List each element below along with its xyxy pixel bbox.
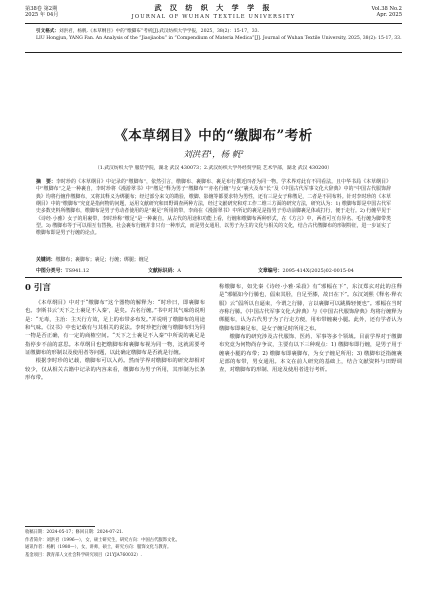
citation-rule (25, 52, 402, 53)
journal-name-en: JOURNAL OF WUHAN TEXTILE UNIVERSITY (131, 14, 296, 20)
abstract (36, 179, 391, 238)
abstract-text: 李时珍的《本草纲目》中记录的“缴脚布”，依然引言，缴脚布、裹脚布、裹足布行撰近四者为同一物。学术界对此有不同看法。且中华书局《本草纲目》中“缴脚布”之是一种裹自，李时珍将《漫游翠书》中“缴足”释为男子“缴脚布”“亦名行缠”与女“裹大及布“长”及《中国古代军事文化大辞典》中的“中国古代服饰辞典》均将行缠作缴脚布，又将其释义为绑腿布；经过部分来文的勘验，缴脚、影缠等都要求特为男性，还有三是女子称缴足，二者是不同布料。针对李时珍的《本草纲目》中的“缴脚布”究竟是指何物的问题，运用文献研究和田野调查两种方法，经过文献研究和对工作二维三方面的研究方法，研究认为：1) 缴脚布即是中国古代军史多数史料所缴脚布，缴脚布是男子劳动者使用的是“裹足”所用的带，李商在《漫游翠书》中所记的裹足是指男子劳动前脚裹足体或打行，便于走行。2) 行缠早见于《诗经·小雅》女子的用裹带，李时珍称“缴足”是一种裹自。从古代的用途和功能上看，行缠和缴脚布两种形式，在《方言》中，两者可互有异名、毛行缠为脚带类型。3) 缴脚布等于可以相互有替换。社会裹布行缠并非只有一种形式，而是男女通用，以男子为主的文化与相关的文化，结合古代缴脚布的形制特征，进一步证实了缴脚布即是男子行缠的论点。 (36, 179, 391, 237)
article-id (258, 268, 354, 275)
footnote-author: 作者简介：刘洪君（1996—），女，硕士研究生，研究方向：中国古代服饰文化。 (25, 537, 180, 543)
journal-name-cn: 武 汉 纺 织 大 学 学 报 (154, 3, 273, 12)
meta-rule (25, 277, 402, 278)
right-paragraph-1: 称缴脚布，如先秦《诗经·小雅·采菽》有“邪幅在下”，东汉郑玄对此的注释是“邪幅如今行縢也，偪束其胫，自足至膝，故曰在下”。东汉刘熙《释名·释衣服》云“偪所以自逼束，今谓之行縢，言以裹脚可以跳腾轻便也”。邪幅在当时亦称行縢。《中国古代军事文化大辞典》与《中国古代服饰辞典》均将行缠释为绑腿布，认为古代男子为了行走方便，用布带缠裹小腿。此外，还有学者认为缴脚布即裹足布，是女子缠足时所用之布。 (219, 284, 402, 332)
citation-cn: 刘洪君，杨帆.《本草纲目》中的“缴脚布”考析[J].武汉纺织大学学报，2025，38(2)：15-17，33. (58, 29, 260, 34)
article-id-value: 2095-414X(2025)02-0015-04 (282, 268, 354, 274)
intro-paragraph-2: 根据李时珍的记载，缴脚布可以入药。然而学界对缴脚布的研究却相对较少，仅从相关古籍中记录的内容来看，缴脚布为男子所用，其形制为长条形布带。 (25, 358, 205, 382)
right-paragraph-2: 缴脚布的研究涉及古代服饰、医药、军事等多个领域。目前学界对于缴脚布究竟为何物尚存争议，主要有以下三种观点：1) 缴脚布即行缠，是男子用于缠裹小腿的布带；2) 缴脚布即裹脚布，为女子缠足所用；3) 缴脚布泛指缠裹足部的布带，男女通用。本文在前人研究的基础上，结合文献资料与田野调查，对缴脚布的形制、用途及使用者进行考析。 (219, 334, 402, 374)
clc-number (36, 268, 89, 275)
paper-title: 《本草纲目》中的“缴脚布”考析 (114, 128, 313, 144)
footnote-received: 收稿日期：2024-05-17；修回日期：2024-07-21. (25, 530, 124, 535)
doc-value: A (177, 268, 181, 274)
section-heading-intro: 0 引言 (25, 283, 51, 293)
header-volume-en (372, 6, 402, 18)
header-volume-issue: 第38卷 第2期 (25, 6, 58, 12)
header-date-cn: 2025 年 04月 (25, 12, 59, 18)
intro-paragraph-1: 《本草纲目》中对于“缴脚布”这个器物的解释为：“时珍曰，即裹脚布也。李斯书云‘天下之士裹足不入秦’，是矣。古名行缠。”书中对其气味的说明是：“无毒，主治：主天行方效，足上的布带多布发。”并说明了缴脚布的用途和气味。《汉书》中也记载有与其相关的说法。李时珍把行缠与缴脚布归为同一物是否正确，有一定的商榷空间。“天下之士裹足不入秦”中所说的裹足是指停步不前的意思。本草纲目也把缴脚布和裹脚布视为同一物，这就需要考证缴脚布的形制以及使用者等问题，以此确定缴脚布是否就是行缠。 (25, 300, 205, 357)
document-code (148, 268, 181, 275)
paper-affiliation: （1.武汉纺织大学 服装学院，湖北 武汉 430073；2.武汉纺织大学外经贸学院 艺术学部，湖北 武汉 430200） (94, 166, 333, 171)
citation-format (36, 28, 402, 42)
citation-label: 引文格式： (36, 29, 59, 34)
doc-label: 文献标识码： (148, 268, 178, 274)
footnote-corresponding: 通讯作者：杨帆（1980—），女，讲师，硕士，研究方向：服饰文化与教育。 (25, 545, 172, 551)
right-column (219, 283, 402, 375)
citation-en: LIU Hongjun, YANG Fan. An Analysis of the “Jiaojiaobu” in “Compendium of Materia Medica”[J]. Journal of Wuhan Textile University, 2025, 38(2): 15-17, 33. (36, 36, 402, 41)
header-rule (25, 23, 402, 24)
header-vol-no: Vol.38 No.2 (371, 6, 402, 12)
article-id-label: 文章编号： (258, 268, 283, 274)
footnote-funding: 基金项目：教育部人文社会科学研究项目（21YJA760032）. (25, 552, 142, 558)
header-date-en: Apr. 2025 (376, 12, 402, 18)
keywords-text: 缴脚布；裹脚布；裹足；行缠；绑腿；缠足 (55, 257, 149, 263)
footnote-rule (25, 526, 95, 527)
footnotes (25, 529, 205, 559)
abstract-label: 摘 要： (36, 179, 56, 185)
left-column (25, 283, 205, 382)
keywords-label: 关键词： (36, 257, 56, 263)
clc-value: TS941.12 (65, 268, 90, 274)
clc-label: 中图分类号： (36, 268, 66, 274)
keywords (36, 257, 391, 264)
paper-authors: 刘洪君¹，杨 帆² (183, 150, 244, 160)
